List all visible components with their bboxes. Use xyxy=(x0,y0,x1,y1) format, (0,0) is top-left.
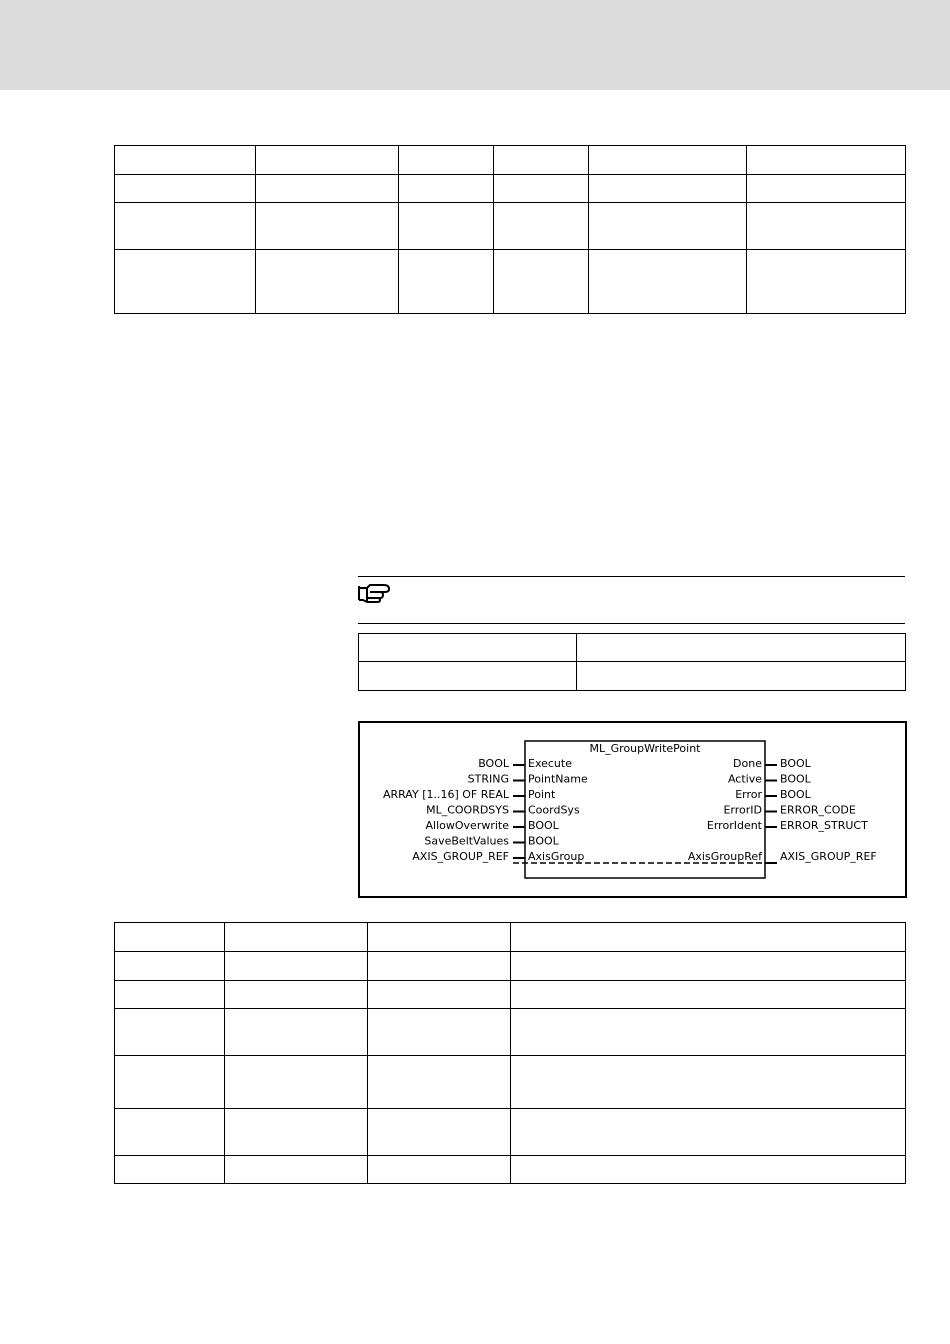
output-type-label: ERROR_STRUCT xyxy=(780,819,868,832)
output-pin-label: ErrorIdent xyxy=(706,819,762,832)
table-row xyxy=(115,952,906,981)
output-pin-label: Done xyxy=(733,757,762,770)
table-row xyxy=(115,1156,906,1184)
output-type-label: ERROR_CODE xyxy=(780,803,856,817)
input-pin-label: PointName xyxy=(528,772,588,786)
note-top-rule xyxy=(358,576,905,577)
table-row xyxy=(115,203,906,250)
output-pin xyxy=(735,788,811,801)
table-row xyxy=(115,250,906,314)
table-row xyxy=(115,1009,906,1056)
input-pin xyxy=(426,819,560,832)
input-type-label: SaveBeltValues xyxy=(424,834,509,848)
input-type-label: STRING xyxy=(467,772,509,786)
top-table xyxy=(114,145,906,314)
function-block-diagram xyxy=(358,721,907,898)
input-type-label: BOOL xyxy=(478,757,509,770)
input-pin-label: AxisGroup xyxy=(528,850,585,863)
output-pin xyxy=(728,773,812,786)
table-row xyxy=(359,634,906,662)
note-bottom-rule xyxy=(358,623,905,624)
output-pin-label: ErrorID xyxy=(723,803,762,817)
page-header-band xyxy=(0,0,950,90)
input-pin-label: Execute xyxy=(528,757,572,770)
input-pin xyxy=(412,850,584,863)
output-pin-label: Error xyxy=(735,788,762,801)
input-pin xyxy=(426,804,580,817)
output-type-label: BOOL xyxy=(780,757,811,770)
input-pin-label: Point xyxy=(528,788,556,801)
input-type-label: ML_COORDSYS xyxy=(426,803,509,817)
input-pin-label: CoordSys xyxy=(528,803,580,817)
output-type-label: BOOL xyxy=(780,788,811,801)
input-type-label: AXIS_GROUP_REF xyxy=(412,850,509,863)
output-type-label: AXIS_GROUP_REF xyxy=(780,850,877,863)
table-row xyxy=(115,923,906,952)
table-row xyxy=(359,662,906,691)
output-pin xyxy=(723,804,855,817)
output-pin-label: Active xyxy=(727,772,762,786)
input-pin xyxy=(383,788,556,801)
input-pin xyxy=(468,773,588,786)
pointing-hand-icon xyxy=(358,583,392,603)
output-pin xyxy=(688,850,877,863)
table-row xyxy=(115,981,906,1009)
bottom-table xyxy=(114,922,906,1184)
middle-table xyxy=(358,633,906,691)
input-type-label: ARRAY [1..16] OF REAL xyxy=(382,788,509,801)
input-pin xyxy=(424,835,559,848)
input-pin-label: BOOL xyxy=(528,819,559,832)
table-row xyxy=(115,1056,906,1109)
table-row xyxy=(115,1109,906,1156)
table-row xyxy=(115,146,906,175)
input-type-label: AllowOverwrite xyxy=(425,819,509,832)
output-pin xyxy=(707,819,868,832)
output-pin-label: AxisGroupRef xyxy=(687,850,762,863)
output-type-label: BOOL xyxy=(780,772,811,786)
function-block-title: ML_GroupWritePoint xyxy=(589,742,701,755)
output-pin xyxy=(733,757,812,770)
input-pin-label: BOOL xyxy=(528,834,559,848)
table-row xyxy=(115,175,906,203)
